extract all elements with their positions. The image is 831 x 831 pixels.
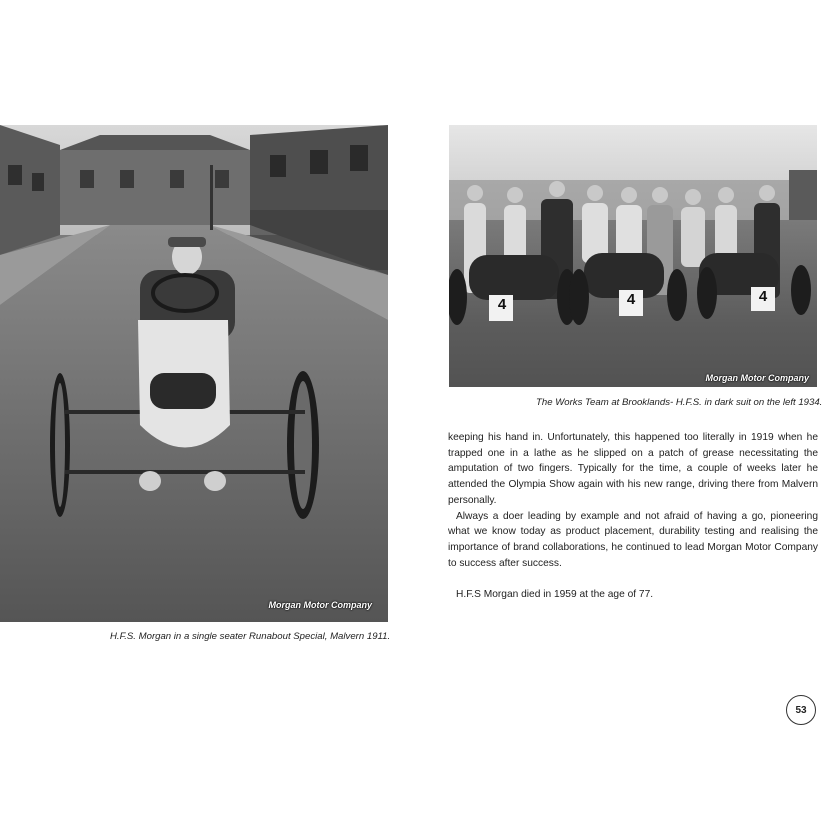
car-number-3: 4: [758, 288, 768, 305]
car-number-2: 4: [626, 291, 636, 308]
right-photo: [449, 125, 817, 387]
body-paragraph-2: Always a doer leading by example and not afraid of having a go, pioneering what we know today as product placement, durability testing and realising the importance of brand collaborations, he continued to lead Morgan Motor Company to success after success.: [448, 510, 818, 569]
body-paragraph-1: keeping his hand in. Unfortunately, this happened too literally in 1919 when he trapped one in a lathe as he slipped on a patch of grease necessitating the amputation of two fingers. Typically for the time, a couple of weeks later he attended the Olympia Show again with his new range, driving there from Malvern personally.: [448, 432, 818, 506]
left-photo: [0, 125, 388, 622]
car-number-1: 4: [497, 296, 507, 313]
body-paragraph-3: H.F.S Morgan died in 1959 at the age of 77.: [456, 589, 654, 601]
right-photo-credit: Morgan Motor Company: [705, 373, 809, 383]
right-photo-caption: The Works Team at Brooklands- H.F.S. in dark suit on the left 1934.: [536, 397, 823, 408]
left-photo-caption: H.F.S. Morgan in a single seater Runabout Special, Malvern 1911.: [110, 631, 391, 642]
left-photo-credit: Morgan Motor Company: [268, 600, 372, 610]
page-number: 53: [786, 695, 816, 725]
body-text: [448, 430, 818, 603]
